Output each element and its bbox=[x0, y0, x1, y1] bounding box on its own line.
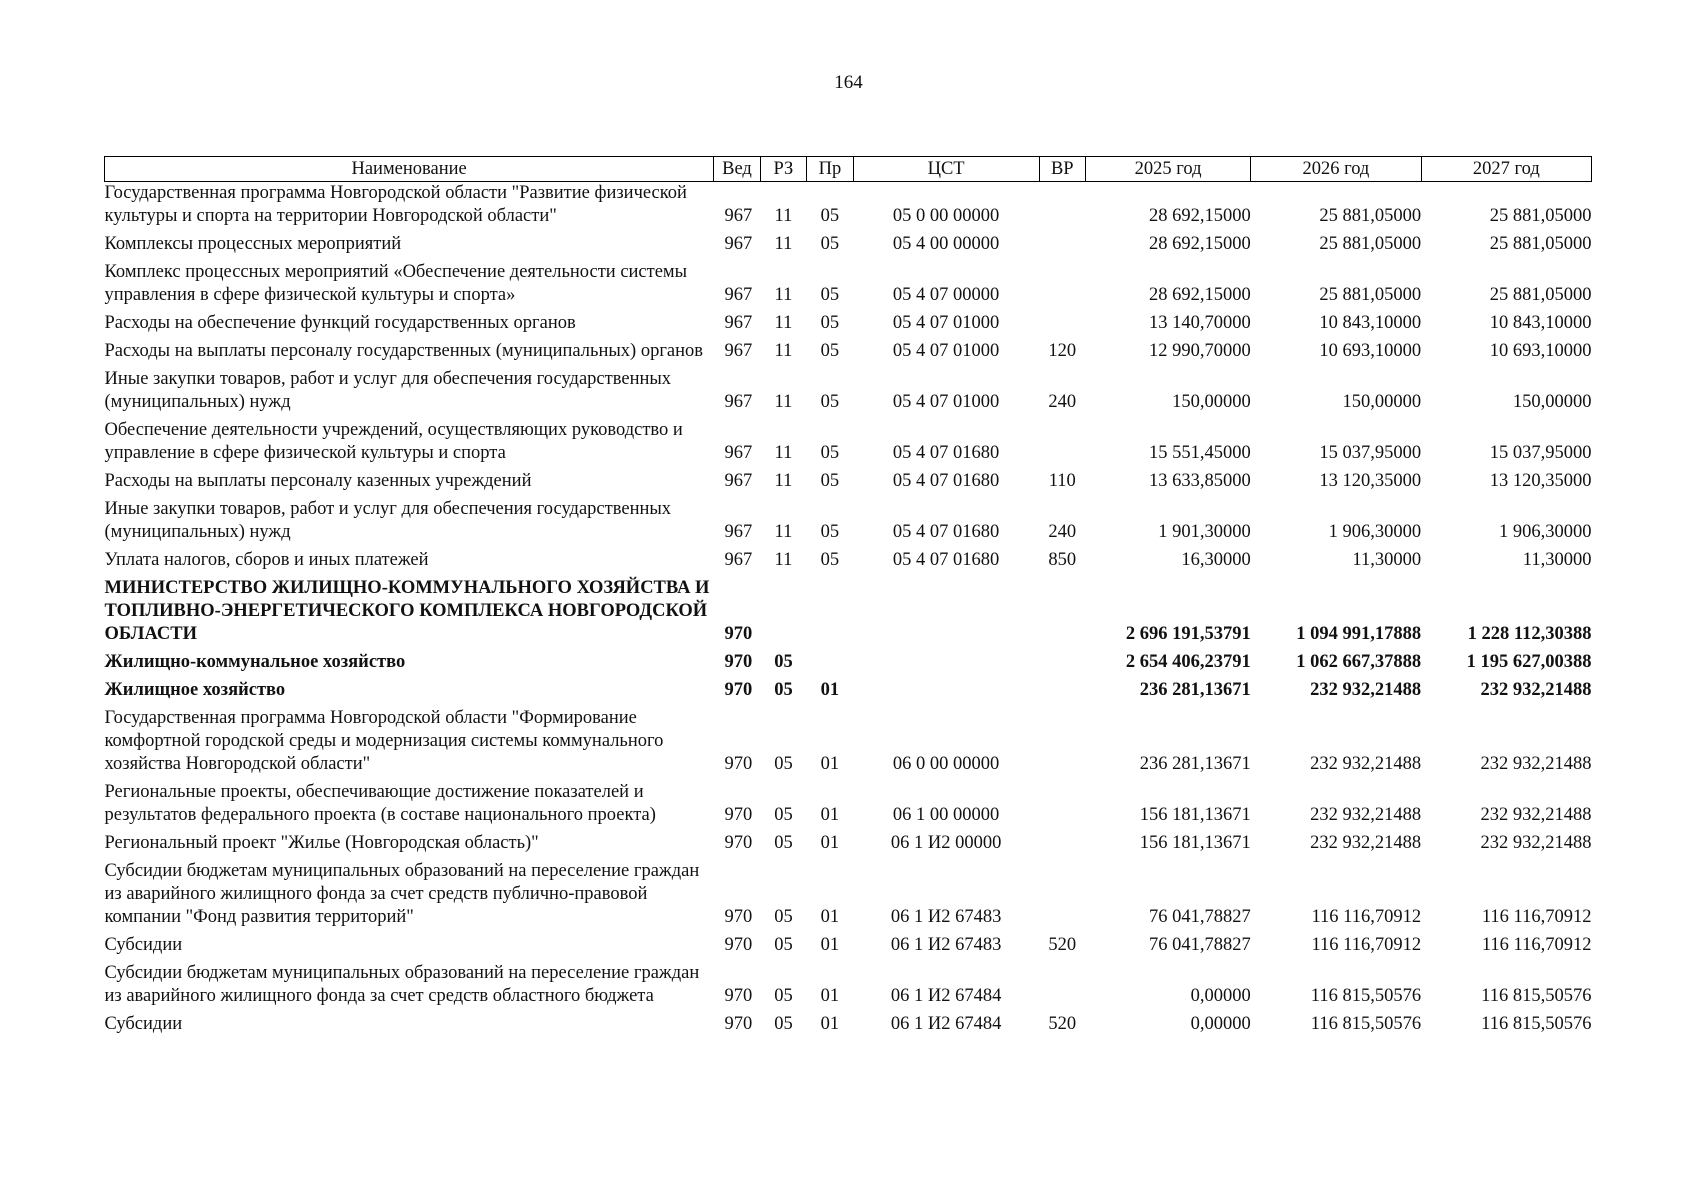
cell-ved: 970 bbox=[724, 986, 753, 1006]
cell-2026: 25 881,05000 bbox=[1319, 285, 1422, 305]
cell-cst: 06 1 И2 67484 bbox=[890, 986, 1002, 1006]
header-2026: 2026 год bbox=[1251, 157, 1421, 182]
cell-2026: 116 815,50576 bbox=[1310, 1014, 1422, 1034]
cell-rz: 11 bbox=[774, 285, 793, 305]
cell-cst: 06 1 00 00000 bbox=[892, 805, 1000, 825]
cell-2025: 0,00000 bbox=[1190, 1014, 1251, 1034]
cell-name: Региональные проекты, обеспечивающие достижение показателей и результатов федерального проекта (в составе национального проекта) bbox=[104, 782, 656, 825]
cell-vr bbox=[1039, 832, 1085, 860]
cell-2025: 28 692,15000 bbox=[1148, 285, 1251, 305]
header-ved: Вед bbox=[714, 157, 760, 182]
table-row bbox=[105, 182, 1592, 234]
cell-2027: 232 932,21488 bbox=[1480, 805, 1592, 825]
table-row bbox=[105, 470, 1592, 498]
cell-vr bbox=[1039, 781, 1085, 832]
cell-name: Региональный проект "Жилье (Новгородская область)" bbox=[104, 833, 539, 853]
cell-vr: 120 bbox=[1048, 341, 1077, 361]
cell-2025: 16,30000 bbox=[1181, 550, 1251, 570]
cell-cst: 05 4 00 00000 bbox=[892, 234, 1000, 254]
table-row bbox=[105, 498, 1592, 549]
cell-2027: 1 195 627,00388 bbox=[1466, 652, 1592, 672]
cell-vr bbox=[1039, 312, 1085, 340]
cell-pr bbox=[807, 577, 853, 651]
cell-vr bbox=[1039, 419, 1085, 470]
table-row bbox=[105, 577, 1592, 651]
cell-2025: 28 692,15000 bbox=[1148, 234, 1251, 254]
cell-name: Иные закупки товаров, работ и услуг для обеспечения государственных (муниципальных) нужд bbox=[104, 499, 672, 542]
cell-vr bbox=[1039, 707, 1085, 781]
header-pr: Пр bbox=[807, 157, 853, 182]
cell-name: Субсидии bbox=[104, 935, 183, 955]
cell-2026: 13 120,35000 bbox=[1319, 471, 1422, 491]
cell-2025: 76 041,78827 bbox=[1148, 935, 1251, 955]
cell-name: Комплекс процессных мероприятий «Обеспечение деятельности системы управления в сфере физической культуры и спорта» bbox=[104, 262, 688, 305]
table-row bbox=[105, 419, 1592, 470]
cell-2027: 1 906,30000 bbox=[1499, 522, 1592, 542]
cell-pr: 05 bbox=[820, 341, 840, 361]
cell-2026: 1 094 991,17888 bbox=[1296, 624, 1422, 644]
cell-2027: 15 037,95000 bbox=[1489, 443, 1592, 463]
cell-vr bbox=[1039, 651, 1085, 679]
cell-ved: 967 bbox=[724, 206, 753, 226]
cell-vr bbox=[1039, 860, 1085, 934]
table-body bbox=[105, 182, 1592, 1042]
cell-pr: 05 bbox=[820, 471, 840, 491]
cell-rz: 11 bbox=[774, 392, 793, 412]
cell-vr: 110 bbox=[1048, 471, 1076, 491]
header-cst: ЦСТ bbox=[853, 157, 1039, 182]
cell-rz: 11 bbox=[774, 341, 793, 361]
cell-rz: 05 bbox=[774, 805, 793, 825]
cell-name: Государственная программа Новгородской области "Формирование комфортной городской среды и модернизация системы коммунального хозяйства Новгородской области" bbox=[104, 708, 664, 774]
table-row bbox=[105, 1013, 1592, 1041]
cell-ved: 970 bbox=[724, 680, 753, 700]
cell-name: Субсидии бюджетам муниципальных образований на переселение граждан из аварийного жилищного фонда за счет средств публично-правовой компании "Фонд развития территорий" bbox=[104, 861, 700, 927]
cell-pr: 05 bbox=[820, 392, 840, 412]
cell-rz: 05 bbox=[774, 680, 793, 700]
cell-2026: 25 881,05000 bbox=[1319, 206, 1422, 226]
cell-2025: 150,00000 bbox=[1172, 392, 1251, 412]
table-header-row bbox=[105, 157, 1592, 182]
cell-vr: 850 bbox=[1048, 550, 1077, 570]
cell-vr: 520 bbox=[1048, 935, 1077, 955]
cell-2026: 10 843,10000 bbox=[1319, 313, 1422, 333]
cell-2026: 232 932,21488 bbox=[1310, 680, 1422, 700]
cell-ved: 967 bbox=[724, 550, 753, 570]
cell-2026: 11,30000 bbox=[1352, 550, 1422, 570]
cell-rz: 11 bbox=[774, 234, 793, 254]
cell-cst: 05 4 07 00000 bbox=[892, 285, 1000, 305]
header-name: Наименование bbox=[105, 157, 714, 182]
table-row bbox=[105, 549, 1592, 577]
table-row bbox=[105, 340, 1592, 368]
cell-ved: 970 bbox=[724, 833, 753, 853]
cell-vr bbox=[1039, 233, 1085, 261]
cell-pr: 01 bbox=[820, 907, 840, 927]
table-row bbox=[105, 707, 1592, 781]
cell-2025: 236 281,13671 bbox=[1139, 680, 1251, 700]
cell-name: Жилищно-коммунальное хозяйство bbox=[104, 652, 406, 672]
cell-name: Субсидии бюджетам муниципальных образований на переселение граждан из аварийного жилищного фонда за счет средств областного бюджета bbox=[104, 963, 700, 1006]
cell-2026: 116 815,50576 bbox=[1310, 986, 1422, 1006]
cell-pr: 01 bbox=[820, 1014, 840, 1034]
cell-2025: 1 901,30000 bbox=[1158, 522, 1251, 542]
header-vr: ВР bbox=[1039, 157, 1085, 182]
cell-2026: 232 932,21488 bbox=[1310, 833, 1422, 853]
cell-ved: 967 bbox=[724, 285, 753, 305]
cell-vr bbox=[1039, 577, 1085, 651]
cell-2025: 236 281,13671 bbox=[1139, 754, 1251, 774]
cell-2025: 0,00000 bbox=[1190, 986, 1251, 1006]
cell-rz: 05 bbox=[774, 652, 793, 672]
cell-name: Расходы на обеспечение функций государственных органов bbox=[104, 313, 576, 333]
cell-pr: 01 bbox=[820, 935, 840, 955]
cell-pr: 01 bbox=[820, 805, 840, 825]
cell-vr bbox=[1039, 182, 1085, 234]
cell-pr: 05 bbox=[820, 522, 840, 542]
cell-name: МИНИСТЕРСТВО ЖИЛИЩНО-КОММУНАЛЬНОГО ХОЗЯЙСТВА И ТОПЛИВНО-ЭНЕРГЕТИЧЕСКОГО КОМПЛЕКСА НОВГОРОДСКОЙ ОБЛАСТИ bbox=[104, 578, 710, 644]
header-2025: 2025 год bbox=[1086, 157, 1251, 182]
cell-vr: 520 bbox=[1048, 1014, 1077, 1034]
cell-pr: 05 bbox=[820, 206, 840, 226]
cell-2025: 2 696 191,53791 bbox=[1125, 624, 1251, 644]
cell-2026: 1 906,30000 bbox=[1328, 522, 1422, 542]
cell-cst: 05 0 00 00000 bbox=[892, 206, 1000, 226]
table-row bbox=[105, 934, 1592, 962]
cell-pr: 05 bbox=[820, 313, 840, 333]
cell-2027: 1 228 112,30388 bbox=[1467, 624, 1592, 644]
cell-cst: 05 4 07 01680 bbox=[892, 550, 1000, 570]
cell-vr: 240 bbox=[1048, 392, 1077, 412]
cell-ved: 970 bbox=[724, 754, 753, 774]
page-number: 164 bbox=[834, 72, 863, 93]
cell-rz: 11 bbox=[774, 522, 793, 542]
header-rz: РЗ bbox=[760, 157, 806, 182]
cell-cst: 06 1 И2 00000 bbox=[890, 833, 1002, 853]
cell-ved: 970 bbox=[724, 652, 753, 672]
cell-name: Субсидии bbox=[104, 1014, 183, 1034]
cell-2026: 232 932,21488 bbox=[1310, 805, 1422, 825]
cell-2025: 76 041,78827 bbox=[1148, 907, 1251, 927]
cell-2027: 13 120,35000 bbox=[1489, 471, 1592, 491]
cell-2026: 10 693,10000 bbox=[1319, 341, 1422, 361]
cell-2026: 232 932,21488 bbox=[1310, 754, 1422, 774]
cell-rz: 11 bbox=[774, 443, 793, 463]
cell-pr: 01 bbox=[820, 680, 840, 700]
cell-rz: 05 bbox=[774, 986, 793, 1006]
cell-2027: 116 815,50576 bbox=[1481, 986, 1592, 1006]
table-row bbox=[105, 781, 1592, 832]
cell-name: Комплексы процессных мероприятий bbox=[104, 234, 402, 254]
cell-vr: 240 bbox=[1048, 522, 1077, 542]
cell-rz: 11 bbox=[774, 550, 793, 570]
cell-pr: 01 bbox=[820, 754, 840, 774]
cell-ved: 970 bbox=[724, 624, 753, 644]
cell-pr bbox=[807, 651, 853, 679]
cell-2027: 10 843,10000 bbox=[1489, 313, 1592, 333]
cell-2025: 156 181,13671 bbox=[1139, 833, 1251, 853]
cell-2027: 232 932,21488 bbox=[1480, 833, 1592, 853]
cell-rz: 05 bbox=[774, 1014, 793, 1034]
cell-name: Жилищное хозяйство bbox=[104, 680, 286, 700]
cell-2026: 116 116,70912 bbox=[1311, 935, 1422, 955]
cell-pr: 05 bbox=[820, 550, 840, 570]
cell-ved: 967 bbox=[724, 443, 753, 463]
cell-2027: 116 116,70912 bbox=[1481, 907, 1592, 927]
cell-2027: 116 116,70912 bbox=[1481, 935, 1592, 955]
table-row bbox=[105, 860, 1592, 934]
cell-cst: 05 4 07 01000 bbox=[892, 313, 1000, 333]
budget-table bbox=[104, 156, 1592, 1041]
cell-ved: 967 bbox=[724, 234, 753, 254]
cell-2025: 15 551,45000 bbox=[1148, 443, 1251, 463]
cell-name: Государственная программа Новгородской области "Развитие физической культуры и спорта на территории Новгородской области" bbox=[104, 183, 687, 226]
cell-2025: 12 990,70000 bbox=[1148, 341, 1251, 361]
cell-2027: 150,00000 bbox=[1512, 392, 1592, 412]
cell-cst bbox=[853, 651, 1039, 679]
table-row bbox=[105, 312, 1592, 340]
cell-name: Расходы на выплаты персоналу казенных учреждений bbox=[104, 471, 532, 491]
cell-2027: 232 932,21488 bbox=[1480, 680, 1592, 700]
cell-rz: 05 bbox=[774, 754, 793, 774]
cell-cst: 05 4 07 01000 bbox=[892, 392, 1000, 412]
cell-rz bbox=[760, 577, 806, 651]
cell-ved: 967 bbox=[724, 313, 753, 333]
cell-cst: 06 1 И2 67484 bbox=[890, 1014, 1002, 1034]
table-row bbox=[105, 233, 1592, 261]
cell-rz: 05 bbox=[774, 935, 793, 955]
cell-2026: 116 116,70912 bbox=[1311, 907, 1422, 927]
table-row bbox=[105, 962, 1592, 1013]
cell-name: Обеспечение деятельности учреждений, осуществляющих руководство и управление в сфере физической культуры и спорта bbox=[104, 420, 683, 463]
cell-rz: 11 bbox=[774, 206, 793, 226]
cell-cst: 06 1 И2 67483 bbox=[890, 935, 1002, 955]
cell-2027: 11,30000 bbox=[1522, 550, 1592, 570]
cell-pr: 05 bbox=[820, 443, 840, 463]
cell-ved: 970 bbox=[724, 1014, 753, 1034]
cell-cst: 05 4 07 01680 bbox=[892, 471, 1000, 491]
cell-ved: 967 bbox=[724, 341, 753, 361]
cell-cst: 05 4 07 01680 bbox=[892, 443, 1000, 463]
table-row bbox=[105, 261, 1592, 312]
cell-rz: 05 bbox=[774, 907, 793, 927]
cell-vr bbox=[1039, 261, 1085, 312]
cell-2027: 25 881,05000 bbox=[1489, 285, 1592, 305]
cell-cst: 05 4 07 01000 bbox=[892, 341, 1000, 361]
table-row bbox=[105, 368, 1592, 419]
cell-rz: 11 bbox=[774, 471, 793, 491]
cell-2027: 116 815,50576 bbox=[1481, 1014, 1592, 1034]
cell-rz: 11 bbox=[774, 313, 793, 333]
cell-pr: 05 bbox=[820, 285, 840, 305]
cell-cst: 06 1 И2 67483 bbox=[890, 907, 1002, 927]
cell-2026: 1 062 667,37888 bbox=[1296, 652, 1422, 672]
cell-2026: 150,00000 bbox=[1342, 392, 1422, 412]
table-row bbox=[105, 832, 1592, 860]
cell-2025: 13 140,70000 bbox=[1148, 313, 1251, 333]
cell-name: Уплата налогов, сборов и иных платежей bbox=[104, 550, 429, 570]
cell-cst bbox=[853, 679, 1039, 707]
cell-2025: 2 654 406,23791 bbox=[1125, 652, 1251, 672]
cell-2025: 156 181,13671 bbox=[1139, 805, 1251, 825]
cell-cst: 06 0 00 00000 bbox=[892, 754, 1000, 774]
cell-2026: 15 037,95000 bbox=[1319, 443, 1422, 463]
cell-2026: 25 881,05000 bbox=[1319, 234, 1422, 254]
cell-2027: 25 881,05000 bbox=[1489, 234, 1592, 254]
cell-name: Иные закупки товаров, работ и услуг для обеспечения государственных (муниципальных) нужд bbox=[104, 369, 672, 412]
cell-vr bbox=[1039, 962, 1085, 1013]
cell-ved: 967 bbox=[724, 471, 753, 491]
header-2027: 2027 год bbox=[1421, 157, 1591, 182]
cell-2027: 10 693,10000 bbox=[1489, 341, 1592, 361]
cell-pr: 01 bbox=[820, 833, 840, 853]
cell-2025: 28 692,15000 bbox=[1148, 206, 1251, 226]
cell-cst: 05 4 07 01680 bbox=[892, 522, 1000, 542]
cell-2025: 13 633,85000 bbox=[1148, 471, 1251, 491]
cell-cst bbox=[853, 577, 1039, 651]
cell-ved: 970 bbox=[724, 805, 753, 825]
table-row bbox=[105, 651, 1592, 679]
cell-rz: 05 bbox=[774, 833, 793, 853]
cell-2027: 232 932,21488 bbox=[1480, 754, 1592, 774]
cell-pr: 05 bbox=[820, 234, 840, 254]
cell-vr bbox=[1039, 679, 1085, 707]
cell-ved: 967 bbox=[724, 522, 753, 542]
cell-2027: 25 881,05000 bbox=[1489, 206, 1592, 226]
cell-ved: 970 bbox=[724, 907, 753, 927]
table-row bbox=[105, 679, 1592, 707]
cell-ved: 970 bbox=[724, 935, 753, 955]
cell-pr: 01 bbox=[820, 986, 840, 1006]
cell-name: Расходы на выплаты персоналу государственных (муниципальных) органов bbox=[104, 341, 704, 361]
cell-ved: 967 bbox=[724, 392, 753, 412]
